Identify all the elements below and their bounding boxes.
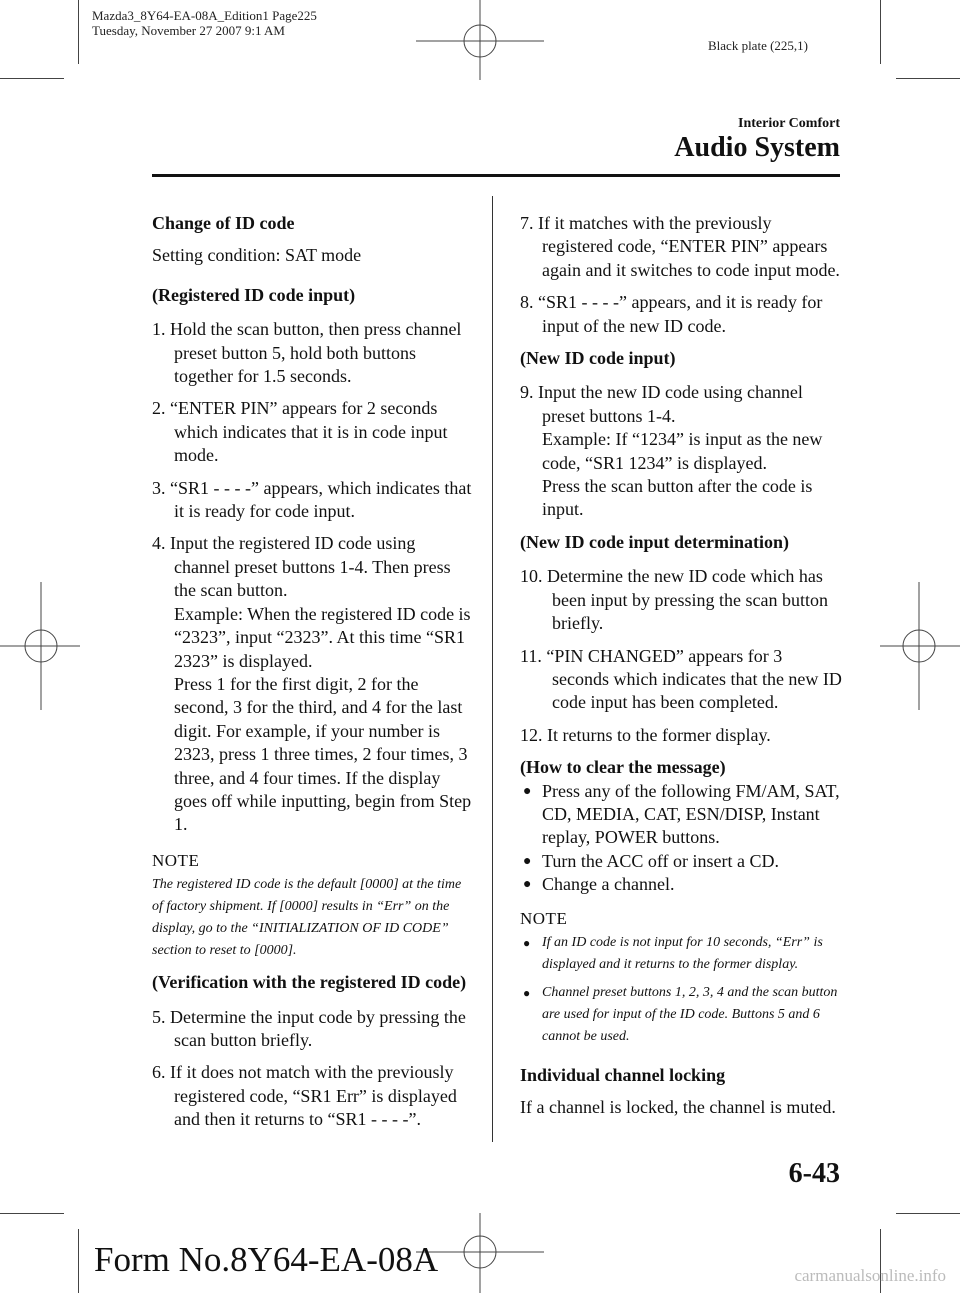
section-heading: Individual channel locking — [520, 1064, 726, 1085]
step-item: 7. If it matches with the previously registered code, “ENTER PIN” appears again and it switches to code input mode. — [520, 213, 840, 280]
step-item: 3. “SR1 - - - -” appears, which indicates that it is ready for code input. — [152, 477, 472, 522]
bullet-icon: ● — [523, 783, 532, 799]
step-item: 11. “PIN CHANGED” appears for 3 seconds which indicates that the new ID code input has been completed. — [520, 645, 842, 713]
slug-line-1: Mazda3_8Y64-EA-08A_Edition1 Page225 — [92, 8, 317, 23]
crop-mark — [0, 1213, 64, 1214]
note-text: The registered ID code is the default [0000] at the time of factory shipment. If [0000] results in “Err” on the display, go to the “INITIALIZATION OF ID CODE” section to reset to [0000]. — [152, 877, 462, 959]
step-item: 6. If it does not match with the previously registered code, “SR1 Err” is displayed and then it returns to “SR1 - - - -”. — [152, 1062, 457, 1130]
column-divider — [492, 196, 493, 1142]
bullet-item — [520, 780, 842, 850]
section-category: Interior Comfort — [738, 116, 840, 131]
section-title: Audio System — [674, 132, 840, 163]
registration-target-left — [0, 582, 80, 710]
crop-mark — [896, 78, 960, 79]
bullet-text: Turn the ACC off or insert a CD. — [542, 850, 780, 871]
final-paragraph: If a channel is locked, the channel is muted. — [520, 1097, 836, 1118]
header-rule — [152, 174, 840, 177]
registration-target-top — [416, 0, 544, 80]
black-plate-label: Black plate (225,1) — [708, 38, 808, 53]
bullet-item — [520, 850, 842, 873]
print-slug — [92, 8, 317, 38]
step-4-line: 4. Input the registered ID code using channel preset buttons 1-4. Then press the scan button. — [152, 533, 451, 601]
step-item: 8. “SR1 - - - -” appears, and it is ready for input of the new ID code. — [520, 292, 823, 336]
left-column — [152, 212, 474, 1141]
subheading-determination: (New ID code input determination) — [520, 531, 789, 552]
registration-target-right — [880, 582, 960, 710]
note-bullet-text: If an ID code is not input for 10 seconds, “Err” is displayed and it returns to the former display. — [542, 934, 823, 972]
bullet-icon: ● — [523, 985, 531, 1000]
subheading-clear: (How to clear the message) — [520, 757, 726, 778]
step-item: 1. Hold the scan button, then press channel preset button 5, hold both buttons together for 1.5 seconds. — [152, 319, 462, 387]
slug-line-2: Tuesday, November 27 2007 9:1 AM — [92, 23, 285, 38]
step-9-line: 9. Input the new ID code using channel preset buttons 1-4. — [520, 382, 803, 426]
form-number: Form No.8Y64-EA-08A — [94, 1240, 439, 1279]
subheading-new-code: (New ID code input) — [520, 348, 676, 369]
bullet-item — [520, 873, 842, 896]
page-number: 6-43 — [788, 1158, 840, 1189]
step-item-4 — [152, 532, 474, 836]
bullet-text: Press any of the following FM/AM, SAT, CD, MEDIA, CAT, ESN/DISP, Instant replay, POWER buttons. — [542, 780, 840, 848]
note-bullet — [520, 982, 842, 1048]
step-item: 2. “ENTER PIN” appears for 2 seconds which indicates that it is in code input mode. — [152, 398, 448, 466]
note-label: NOTE — [520, 908, 568, 928]
subheading-registered: (Registered ID code input) — [152, 284, 356, 305]
crop-mark — [896, 1213, 960, 1214]
bullet-icon: ● — [523, 877, 532, 893]
crop-mark — [78, 1229, 79, 1293]
note-bullet-text: Channel preset buttons 1, 2, 3, 4 and the scan button are used for input of the ID code. Buttons 5 and 6 cannot be used. — [542, 984, 838, 1044]
step-item: 10. Determine the new ID code which has been input by pressing the scan button briefly. — [520, 566, 828, 634]
note-bullet — [520, 932, 842, 976]
subheading-verification: (Verification with the registered ID code) — [152, 972, 467, 993]
watermark: carmanualsonline.info — [794, 1266, 946, 1285]
bullet-icon: ● — [523, 853, 532, 869]
step-9-detail: Press the scan button after the code is input. — [542, 476, 813, 520]
step-item: 12. It returns to the former display. — [520, 724, 771, 745]
step-item: 5. Determine the input code by pressing the scan button briefly. — [152, 1006, 466, 1050]
step-item-9 — [520, 381, 842, 521]
step-9-example: Example: If “1234” is input as the new code, “SR1 1234” is displayed. — [542, 429, 823, 473]
crop-mark — [78, 0, 79, 64]
step-4-detail: Press 1 for the first digit, 2 for the second, 3 for the third, and 4 for the last digit. For example, if your number is 2323, press 1 three times, 2 four times, 3 three, and 4 four times. If the display goes off while inputting, begin from Step 1. — [174, 673, 472, 835]
crop-mark — [880, 0, 881, 64]
note-label: NOTE — [152, 850, 200, 870]
bullet-text: Change a channel. — [542, 874, 675, 895]
setting-condition: Setting condition: SAT mode — [152, 245, 362, 266]
bullet-icon: ● — [523, 935, 531, 950]
topic-title: Change of ID code — [152, 213, 295, 233]
step-4-example: Example: When the registered ID code is “2323”, input “2323”. At this time “SR1 2323” is displayed. — [174, 603, 471, 671]
right-column — [520, 212, 842, 1129]
crop-mark — [0, 78, 64, 79]
